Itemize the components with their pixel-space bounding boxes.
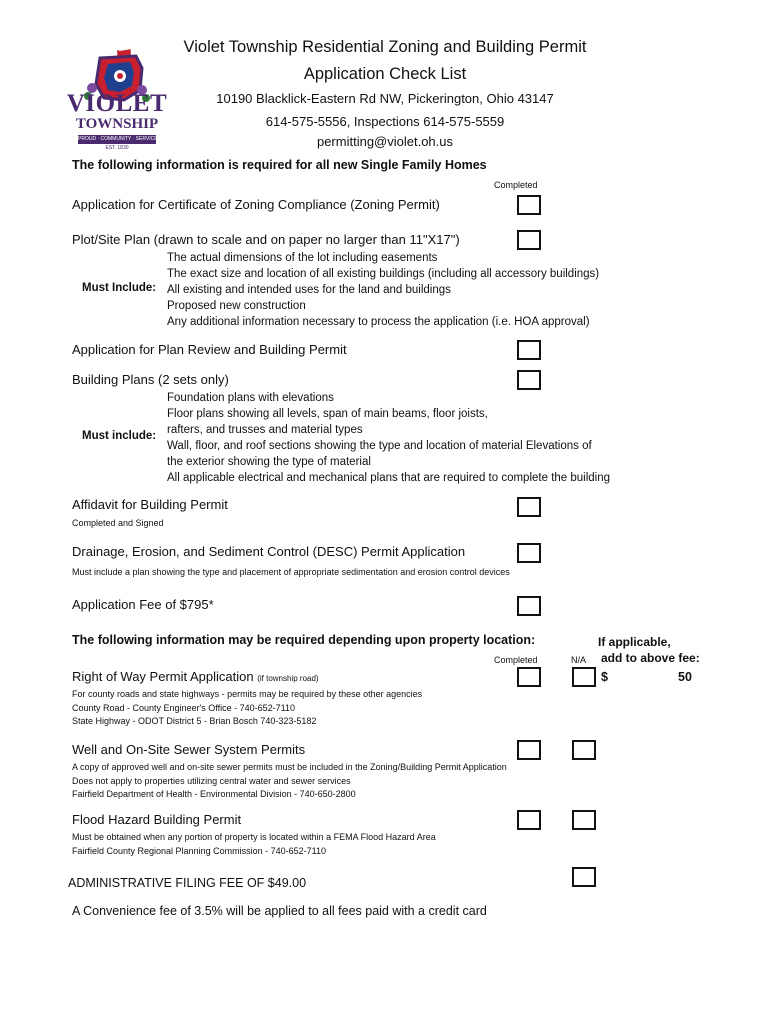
list-item: Proposed new construction xyxy=(167,300,306,312)
desc-permit-label: Drainage, Erosion, and Sediment Control (DESC) Permit Application xyxy=(72,544,466,559)
right-of-way-notes xyxy=(72,688,422,729)
flood-hazard-label: Flood Hazard Building Permit xyxy=(72,812,242,827)
desc-permit-note: Must include a plan showing the type and placement of appropriate sedimentation and erosion control devices xyxy=(72,567,510,577)
list-item: rafters, and trusses and material types xyxy=(167,424,363,436)
well-sewer-label: Well and On-Site Sewer System Permits xyxy=(72,742,306,757)
application-fee-checkbox[interactable] xyxy=(517,596,541,616)
note-line: State Highway - ODOT District 5 - Brian Bosch 740-323-5182 xyxy=(72,716,317,726)
convenience-fee-note: A Convenience fee of 3.5% will be applied to all fees paid with a credit card xyxy=(72,904,487,918)
plan-review-checkbox[interactable] xyxy=(517,340,541,360)
admin-filing-fee-checkbox[interactable] xyxy=(572,867,596,887)
section1-heading: The following information is required for all new Single Family Homes xyxy=(72,158,487,172)
completed-column-label: Completed xyxy=(494,180,538,190)
logo-tagline: PROUD · COMMUNITY · SERVICE xyxy=(78,136,158,142)
page-title-line2: Application Check List xyxy=(303,65,467,83)
note-line: Fairfield Department of Health - Environmental Division - 740-650-2800 xyxy=(72,789,356,799)
zoning-application-label: Application for Certificate of Zoning Compliance (Zoning Permit) xyxy=(72,197,440,212)
plan-review-label: Application for Plan Review and Building Permit xyxy=(72,342,347,357)
well-sewer-notes xyxy=(72,761,507,802)
note-line: County Road - County Engineer's Office - 740-652-7110 xyxy=(72,702,296,713)
plot-plan-label: Plot/Site Plan (drawn to scale and on paper no larger than 11"X17") xyxy=(72,232,460,247)
desc-permit-checkbox[interactable] xyxy=(517,543,541,563)
phone-numbers: 614-575-5556, Inspections 614-575-5559 xyxy=(265,114,505,129)
email-link[interactable]: permitting@violet.oh.us xyxy=(316,134,454,149)
plot-plan-must-include: Must Include: xyxy=(82,282,157,294)
section2-heading: The following information may be required depending upon property location: xyxy=(72,633,536,647)
logo-line1: VIOLET xyxy=(66,90,168,117)
list-item: All existing and intended uses for the land and buildings xyxy=(167,284,451,296)
building-plans-requirements xyxy=(167,390,610,486)
right-of-way-na-checkbox[interactable] xyxy=(572,667,596,687)
list-item: Floor plans showing all levels, span of main beams, floor joists, xyxy=(167,408,488,420)
right-of-way-completed-checkbox[interactable] xyxy=(517,667,541,687)
building-plans-label: Building Plans (2 sets only) xyxy=(72,372,229,387)
logo-established: EST. 1830 xyxy=(105,145,129,151)
list-item: Wall, floor, and roof sections showing the type and location of material Elevations of xyxy=(167,440,592,452)
list-item: Foundation plans with elevations xyxy=(167,392,334,404)
page-title-line1: Violet Township Residential Zoning and Building Permit xyxy=(183,38,587,56)
note-line: Does not apply to properties utilizing central water and sewer services xyxy=(72,775,351,786)
plot-plan-requirements xyxy=(167,250,599,330)
affidavit-note: Completed and Signed xyxy=(72,518,164,528)
list-item: Any additional information necessary to process the application (i.e. HOA approval) xyxy=(167,316,590,328)
list-item: the exterior showing the type of material xyxy=(167,456,371,468)
admin-filing-fee-label: ADMINISTRATIVE FILING FEE OF $49.00 xyxy=(68,876,307,890)
completed-column-label-2: Completed xyxy=(494,655,538,665)
fee-currency-symbol: $ xyxy=(601,670,608,684)
address: 10190 Blacklick-Eastern Rd NW, Pickerington, Ohio 43147 xyxy=(216,91,554,106)
logo-line2: TOWNSHIP xyxy=(75,116,159,132)
right-of-way-fee-amount: 50 xyxy=(678,670,692,684)
flood-hazard-na-checkbox[interactable] xyxy=(572,810,596,830)
well-sewer-na-checkbox[interactable] xyxy=(572,740,596,760)
building-plans-must-include: Must include: xyxy=(82,430,157,442)
building-plans-checkbox[interactable] xyxy=(517,370,541,390)
list-item: All applicable electrical and mechanical plans that are required to complete the building xyxy=(167,472,611,484)
flood-hazard-notes xyxy=(72,831,436,858)
na-column-label: N/A xyxy=(571,655,587,665)
affidavit-label: Affidavit for Building Permit xyxy=(72,497,228,512)
application-fee-label: Application Fee of $795* xyxy=(72,597,214,612)
note-line: A copy of approved well and on-site sewer permits must be included in the Zoning/Building Permit Application xyxy=(72,762,507,772)
note-line: Must be obtained when any portion of property is located within a FEMA Flood Hazard Area xyxy=(72,832,436,842)
list-item: The exact size and location of all existing buildings (including all accessory buildings) xyxy=(167,268,600,280)
flood-hazard-completed-checkbox[interactable] xyxy=(517,810,541,830)
add-fee-label: add to above fee: xyxy=(601,651,700,665)
note-line: Fairfield County Regional Planning Commission - 740-652-7110 xyxy=(72,845,326,856)
right-of-way-qualifier: (if township road) xyxy=(257,674,319,683)
plot-plan-checkbox[interactable] xyxy=(517,230,541,250)
if-applicable-label: If applicable, xyxy=(598,635,671,649)
list-item: The actual dimensions of the lot including easements xyxy=(167,252,438,264)
right-of-way-label xyxy=(72,669,319,684)
affidavit-checkbox[interactable] xyxy=(517,497,541,517)
well-sewer-completed-checkbox[interactable] xyxy=(517,740,541,760)
right-of-way-title: Right of Way Permit Application xyxy=(72,669,254,684)
zoning-application-checkbox[interactable] xyxy=(517,195,541,215)
note-line: For county roads and state highways - permits may be required by these other agencies xyxy=(72,689,423,699)
